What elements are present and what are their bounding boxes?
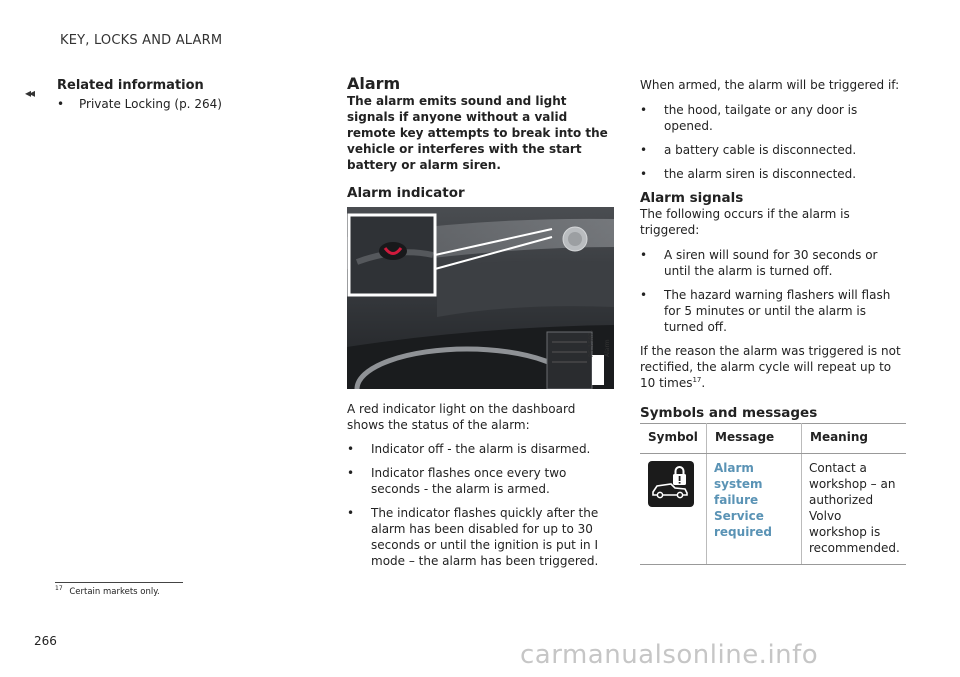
repeat-text: If the reason the alarm was triggered is not rectified, the alarm cycle will repeat up to 10 times xyxy=(640,344,901,390)
dashboard-illustration xyxy=(347,207,614,389)
car-lock-warning-icon xyxy=(647,460,695,508)
page-title: Alarm xyxy=(347,74,401,93)
footnote-number: 17 xyxy=(55,585,63,593)
footnote-ref[interactable]: 17 xyxy=(692,376,702,384)
right-column xyxy=(640,77,906,565)
repeat-description xyxy=(640,343,906,391)
image-code: P5-1507-Alarm xyxy=(588,329,611,357)
list-item: • the alarm siren is disconnected. xyxy=(640,166,906,182)
section-header: KEY, LOCKS AND ALARM xyxy=(60,33,223,48)
table-row xyxy=(640,454,906,565)
alarm-indicator-heading: Alarm indicator xyxy=(347,185,465,201)
related-item-link[interactable]: Private Locking (p. 264) xyxy=(79,97,222,111)
armed-description: When armed, the alarm will be triggered if: xyxy=(640,78,900,92)
meaning-cell: Contact a workshop – an authorized Volvo workshop is recommended. xyxy=(802,454,907,565)
symbols-heading: Symbols and messages xyxy=(640,405,818,421)
indicator-list xyxy=(347,441,615,569)
list-item: • Indicator off - the alarm is disarmed. xyxy=(347,441,615,457)
footnote xyxy=(55,587,160,597)
col-header-message: Message xyxy=(707,424,802,454)
footnote-divider xyxy=(55,582,183,583)
alarm-intro: The alarm emits sound and light signals if anyone without a valid remote key attempts to break into the vehicle or interferes with the start battery or alarm siren. xyxy=(347,94,608,172)
footnote-text: Certain markets only. xyxy=(69,587,160,597)
alarm-signals-heading: Alarm signals xyxy=(640,190,744,206)
back-nav-icon[interactable]: ◂◂ xyxy=(25,86,34,100)
message-cell: Alarm system failure Service required xyxy=(707,454,802,565)
list-item: • The hazard warning flashers will flash for 5 minutes or until the alarm is turned off. xyxy=(640,287,906,335)
list-item: • the hood, tailgate or any door is opened. xyxy=(640,102,906,134)
list-item: • a battery cable is disconnected. xyxy=(640,142,906,158)
col-header-meaning: Meaning xyxy=(802,424,907,454)
list-item: • Indicator flashes once every two seconds - the alarm is armed. xyxy=(347,465,615,497)
watermark: carmanualsonline.info xyxy=(520,640,819,670)
repeat-end: . xyxy=(701,376,706,390)
dashboard-photo xyxy=(347,207,614,389)
table-header-row xyxy=(640,424,906,454)
col-header-symbol: Symbol xyxy=(640,424,707,454)
related-info-heading: Related information xyxy=(57,78,204,93)
alarm-section xyxy=(347,76,615,577)
signals-description: The following occurs if the alarm is triggered: xyxy=(640,207,850,237)
signals-list xyxy=(640,247,906,335)
symbols-table xyxy=(640,423,906,565)
indicator-description: A red indicator light on the dashboard shows the status of the alarm: xyxy=(347,402,576,432)
list-item: • A siren will sound for 30 seconds or until the alarm is turned off. xyxy=(640,247,906,279)
bullet-icon: • xyxy=(57,97,65,111)
armed-list xyxy=(640,102,906,182)
page-number: 266 xyxy=(34,634,57,648)
list-item: • The indicator flashes quickly after the alarm has been disabled for up to 30 seconds or until the ignition is put in I mode – the alarm has been triggered. xyxy=(347,505,615,569)
symbol-cell xyxy=(640,454,707,565)
